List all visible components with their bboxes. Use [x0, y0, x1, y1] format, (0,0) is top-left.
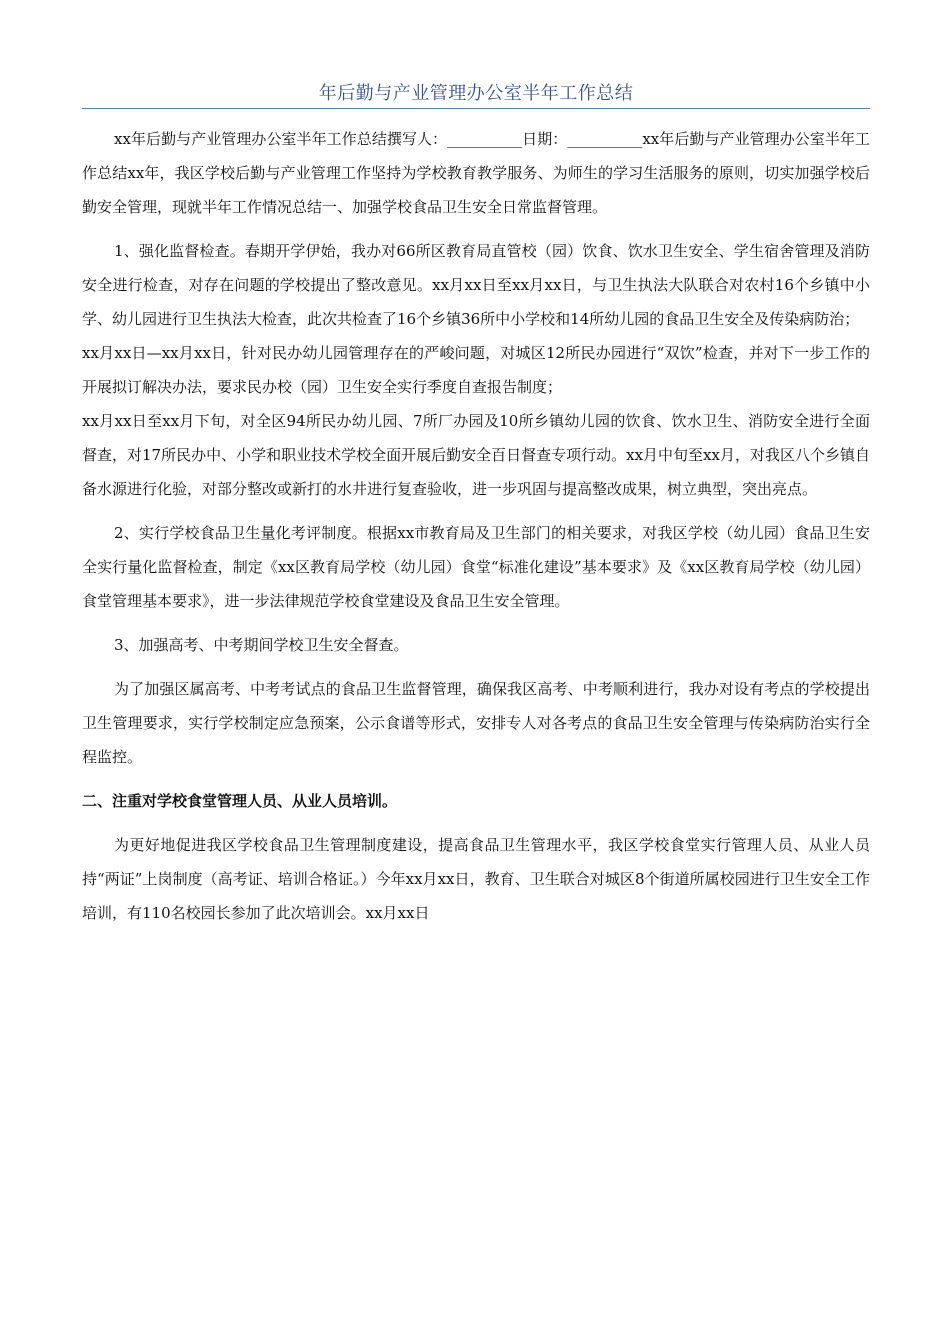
paragraph-item-1-continued-b: xx月xx日至xx月下旬，对全区94所民办幼儿园、7所厂办园及10所乡镇幼儿园的饮食、饮水卫生、消防安全进行全面督查，对17所民办中、小学和职业技术学校全面开展后勤安全百日督查专项行动。xx月中旬至xx月，对我区八个乡镇自备水源进行化验，对部分整改或新打的水井进行复查验收，进一步巩固与提高整改成果，树立典型，突出亮点。: [82, 412, 870, 498]
title-underline: [82, 108, 870, 109]
section-heading-2: 二、注重对学校食堂管理人员、从业人员培训。: [82, 792, 398, 810]
paragraph-item-3: 3、加强高考、中考期间学校卫生安全督查。: [114, 636, 409, 654]
paragraph-item-1-continued-a: xx月xx日—xx月xx日，针对民办幼儿园管理存在的严峻问题，对城区12所民办园进行“双饮”检查，并对下一步工作的开展拟订解决办法，要求民办校（园）卫生安全实行季度自查报告制度；: [82, 344, 870, 396]
paragraph-intro: xx年后勤与产业管理办公室半年工作总结撰写人：__________日期：__________xx年后勤与产业管理办公室半年工作总结xx年，我区学校后勤与产业管理工作坚持为学校教育教学服务、为师生的学习生活服务的原则，切实加强学校后勤安全管理，现就半年工作情况总结一、加强学校食品卫生安全日常监督管理。: [82, 130, 870, 216]
document-body: [82, 122, 870, 930]
paragraph-item-3-detail: 为了加强区属高考、中考考试点的食品卫生监督管理，确保我区高考、中考顺利进行，我办对设有考点的学校提出卫生管理要求，实行学校制定应急预案，公示食谱等形式，安排专人对各考点的食品卫生安全管理与传染病防治实行全程监控。: [82, 680, 870, 766]
paragraph-item-2: 2、实行学校食品卫生量化考评制度。根据xx市教育局及卫生部门的相关要求，对我区学校（幼儿园）食品卫生安全实行量化监督检查，制定《xx区教育局学校（幼儿园）食堂“标准化建设”基本要求》及《xx区教育局学校（幼儿园）食堂管理基本要求》，进一步法律规范学校食堂建设及食品卫生安全管理。: [82, 524, 870, 610]
paragraph-item-1: 1、强化监督检查。春期开学伊始，我办对66所区教育局直管校（园）饮食、饮水卫生安全、学生宿舍管理及消防安全进行检查，对存在问题的学校提出了整改意见。xx月xx日至xx月xx日，与卫生执法大队联合对农村16个乡镇中小学、幼儿园进行卫生执法大检查，此次共检查了16个乡镇36所中小学校和14所幼儿园的食品卫生安全及传染病防治；: [82, 242, 870, 328]
document-title: 年后勤与产业管理办公室半年工作总结: [318, 83, 634, 104]
paragraph-section-2: 为更好地促进我区学校食品卫生管理制度建设，提高食品卫生管理水平，我区学校食堂实行管理人员、从业人员持“两证”上岗制度（高考证、培训合格证。）今年xx月xx日，教育、卫生联合对城区8个街道所属校园进行卫生安全工作培训，有110名校园长参加了此次培训会。xx月xx日: [82, 836, 870, 922]
